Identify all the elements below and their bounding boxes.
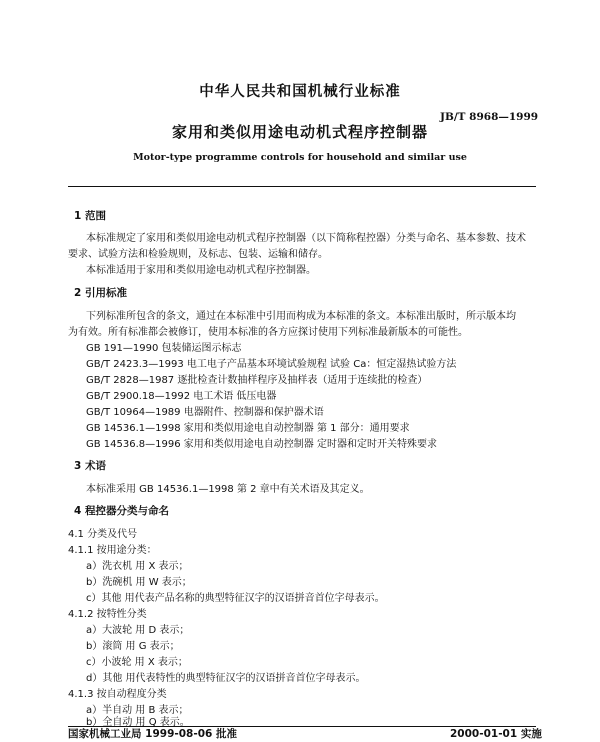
reference-standard-item: GB 14536.1—1998 家用和类似用途电自动控制器 第 1 部分：通用要求 (86, 423, 410, 434)
list-item: a）半自动 用 B 表示； (86, 705, 189, 716)
section-1-heading: 1 范围 (74, 210, 106, 222)
list-item: a）洗衣机 用 X 表示； (86, 561, 189, 572)
reference-standard-item: GB/T 2423.3—1993 电工电子产品基本环境试验规程 试验 Ca：恒定湿热试验方法 (86, 359, 457, 370)
list-item: a）大波轮 用 D 表示； (86, 625, 190, 636)
list-item: b）全自动 用 Q 表示。 (86, 717, 190, 728)
section-1-paragraph-1-line-2: 要求、试验方法和检验规则，及标志、包装、运输和储存。 (68, 249, 328, 260)
header-divider (68, 186, 536, 187)
list-item: d）其他 用代表特性的典型特征汉字的汉语拼音首位字母表示。 (86, 673, 366, 684)
clause-4-1-3-heading: 4.1.3 按自动程度分类 (68, 689, 167, 700)
section-3-paragraph: 本标准采用 GB 14536.1—1998 第 2 章中有关术语及其定义。 (86, 484, 370, 495)
reference-standard-item: GB 191—1990 包装储运图示标志 (86, 343, 242, 354)
section-2-paragraph-line-2: 为有效。所有标准都会被修订，使用本标准的各方应探讨使用下列标准最新版本的可能性。 (68, 327, 468, 338)
list-item: c）其他 用代表产品名称的典型特征汉字的汉语拼音首位字母表示。 (86, 593, 385, 604)
section-1-paragraph-1-line-1: 本标准规定了家用和类似用途电动机式程序控制器（以下简称程控器）分类与命名、基本参数、技术 (86, 233, 526, 244)
document-title: 家用和类似用途电动机式程序控制器 (171, 123, 428, 141)
list-item: b）洗碗机 用 W 表示； (86, 577, 192, 588)
effective-date: 2000-01-01 实施 (450, 728, 542, 740)
section-2-paragraph-line-1: 下列标准所包含的条文，通过在本标准中引用而构成为本标准的条文。本标准出版时，所示版本均 (86, 311, 516, 322)
section-1-paragraph-2: 本标准适用于家用和类似用途电动机式程序控制器。 (86, 265, 316, 276)
list-item: b）滚筒 用 G 表示； (86, 641, 180, 652)
approval-info: 国家机械工业局 1999-08-06 批准 (68, 728, 237, 740)
clause-4-1-2-heading: 4.1.2 按特性分类 (68, 609, 147, 620)
reference-standard-item: GB 14536.8—1996 家用和类似用途电自动控制器 定时器和定时开关特殊要求 (86, 439, 437, 450)
clause-4-1-heading: 4.1 分类及代号 (68, 529, 138, 540)
reference-standard-item: GB/T 2828—1987 逐批检查计数抽样程序及抽样表（适用于连续批的检查） (86, 375, 428, 386)
reference-standard-item: GB/T 10964—1989 电器附件、控制器和保护器术语 (86, 407, 324, 418)
clause-4-1-1-heading: 4.1.1 按用途分类： (68, 545, 157, 556)
section-2-heading: 2 引用标准 (74, 287, 127, 299)
section-3-heading: 3 术语 (74, 460, 106, 472)
section-4-heading: 4 程控器分类与命名 (74, 505, 169, 517)
standard-number: JB/T 8968—1999 (440, 111, 539, 123)
issuing-standard-body: 中华人民共和国机械行业标准 (199, 84, 401, 100)
reference-standard-item: GB/T 2900.18—1992 电工术语 低压电器 (86, 391, 277, 402)
document-subtitle-english: Motor-type programme controls for household and similar use (133, 152, 467, 163)
list-item: c）小波轮 用 X 表示； (86, 657, 188, 668)
